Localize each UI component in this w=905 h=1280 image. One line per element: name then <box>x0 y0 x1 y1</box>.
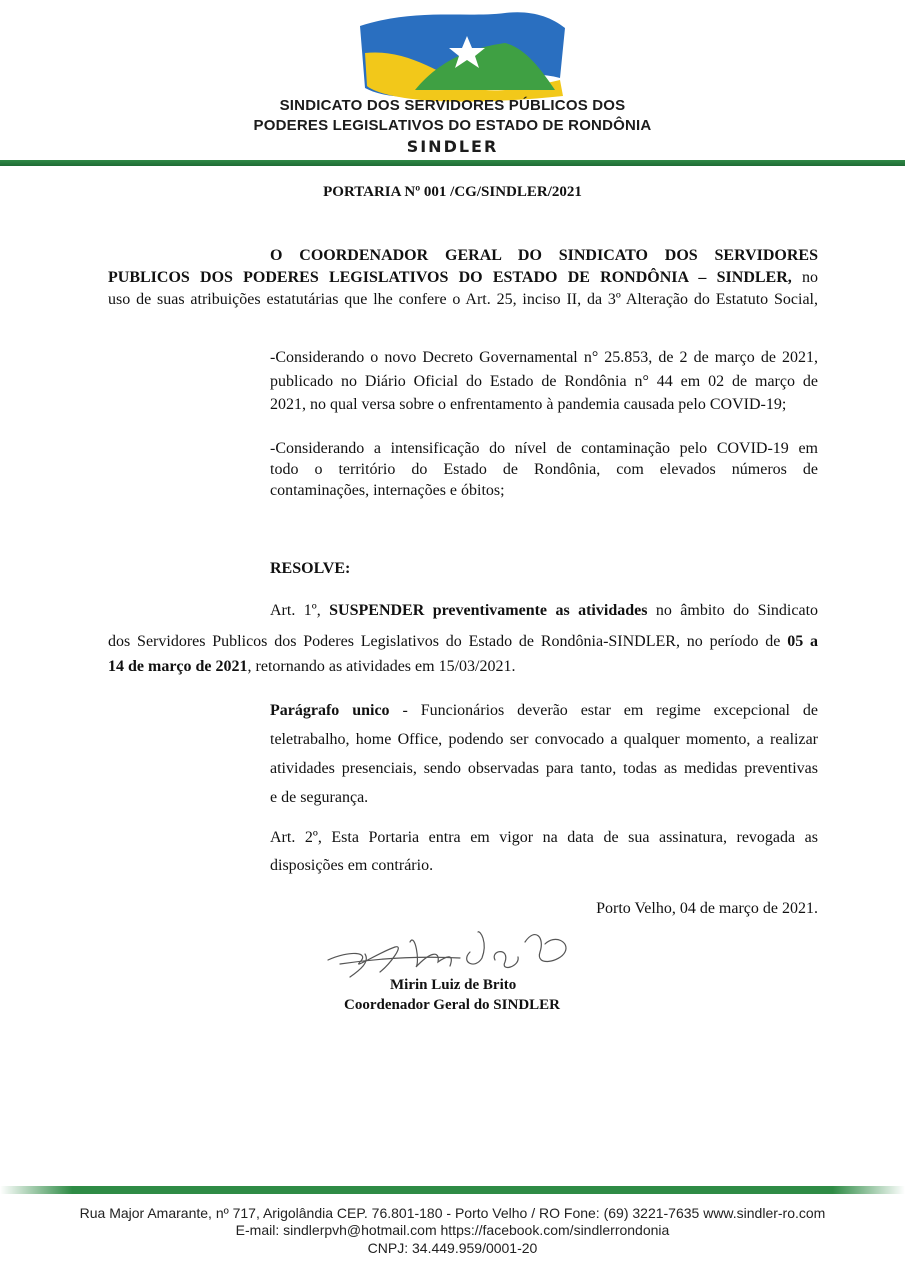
org-name-line2: PODERES LEGISLATIVOS DO ESTADO DE RONDÔNIA <box>253 117 652 134</box>
place-date: Porto Velho, 04 de março de 2021. <box>596 900 818 917</box>
paragraph-line2: teletrabalho, home Office, podendo ser convocado a qualquer momento, a realizar <box>270 731 818 748</box>
intro-line3: uso de suas atribuições estatutárias que lhe confere o Art. 25, inciso II, da 3º Alteração do Estatuto Social, <box>108 291 818 308</box>
consider1-line2: publicado no Diário Oficial do Estado de Rondônia n° 44 em 02 de março de <box>270 373 818 390</box>
signer-role: Coordenador Geral do SINDLER <box>344 997 560 1013</box>
paragraph-line1: Parágrafo unico - Funcionários deverão estar em regime excepcional de <box>270 702 818 719</box>
org-acronym: SINDLER <box>406 137 499 156</box>
footer-cnpj: CNPJ: 34.449.959/0001-20 <box>367 1240 538 1256</box>
document-title: PORTARIA Nº 001 /CG/SINDLER/2021 <box>323 184 582 200</box>
org-name-line1: SINDICATO DOS SERVIDORES PÚBLICOS DOS <box>279 97 626 114</box>
art1-line3: 14 de março de 2021, retornando as atividades em 15/03/2021. <box>108 658 516 675</box>
art2-line2: disposições em contrário. <box>270 857 434 874</box>
handwritten-signature <box>320 922 575 982</box>
footer-divider <box>0 1186 905 1194</box>
consider1-line1: -Considerando o novo Decreto Governamental n° 25.853, de 2 de março de 2021, <box>270 349 818 366</box>
rondonia-flag-logo <box>355 8 570 103</box>
art1-line2: dos Servidores Publicos dos Poderes Legislativos do Estado de Rondônia-SINDLER, no período de 05 a <box>108 633 819 650</box>
consider1-line3: 2021, no qual versa sobre o enfrentamento à pandemia causada pelo COVID-19; <box>270 396 787 413</box>
paragraph-line3: atividades presenciais, sendo observadas para tanto, todas as medidas preventivas <box>270 760 818 777</box>
signer-name: Mirin Luiz de Brito <box>390 977 517 993</box>
consider2-line3: contaminações, internações e óbitos; <box>270 482 505 499</box>
intro-line1: O COORDENADOR GERAL DO SINDICATO DOS SERVIDORES <box>270 247 818 264</box>
footer-address: Rua Major Amarante, nº 717, Arigolândia CEP. 76.801-180 - Porto Velho / RO Fone: (69) 3221-7635 www.sindler-ro.com <box>79 1205 826 1221</box>
consider2-line1: -Considerando a intensificação do nível de contaminação pelo COVID-19 em <box>270 440 818 457</box>
art2-line1: Art. 2º, Esta Portaria entra em vigor na data de sua assinatura, revogada as <box>270 829 818 846</box>
intro-line2: PUBLICOS DOS PODERES LEGISLATIVOS DO ESTADO DE RONDÔNIA – SINDLER, no <box>108 269 819 286</box>
consider2-line2: todo o território do Estado de Rondônia, com elevados números de <box>270 461 818 478</box>
paragraph-line4: e de segurança. <box>270 789 369 806</box>
header-divider <box>0 160 905 166</box>
footer-contact: E-mail: sindlerpvh@hotmail.com https://facebook.com/sindlerrondonia <box>235 1222 670 1238</box>
art1-line1: Art. 1º, SUSPENDER preventivamente as atividades no âmbito do Sindicato <box>270 602 819 619</box>
resolve-heading: RESOLVE: <box>270 560 351 577</box>
